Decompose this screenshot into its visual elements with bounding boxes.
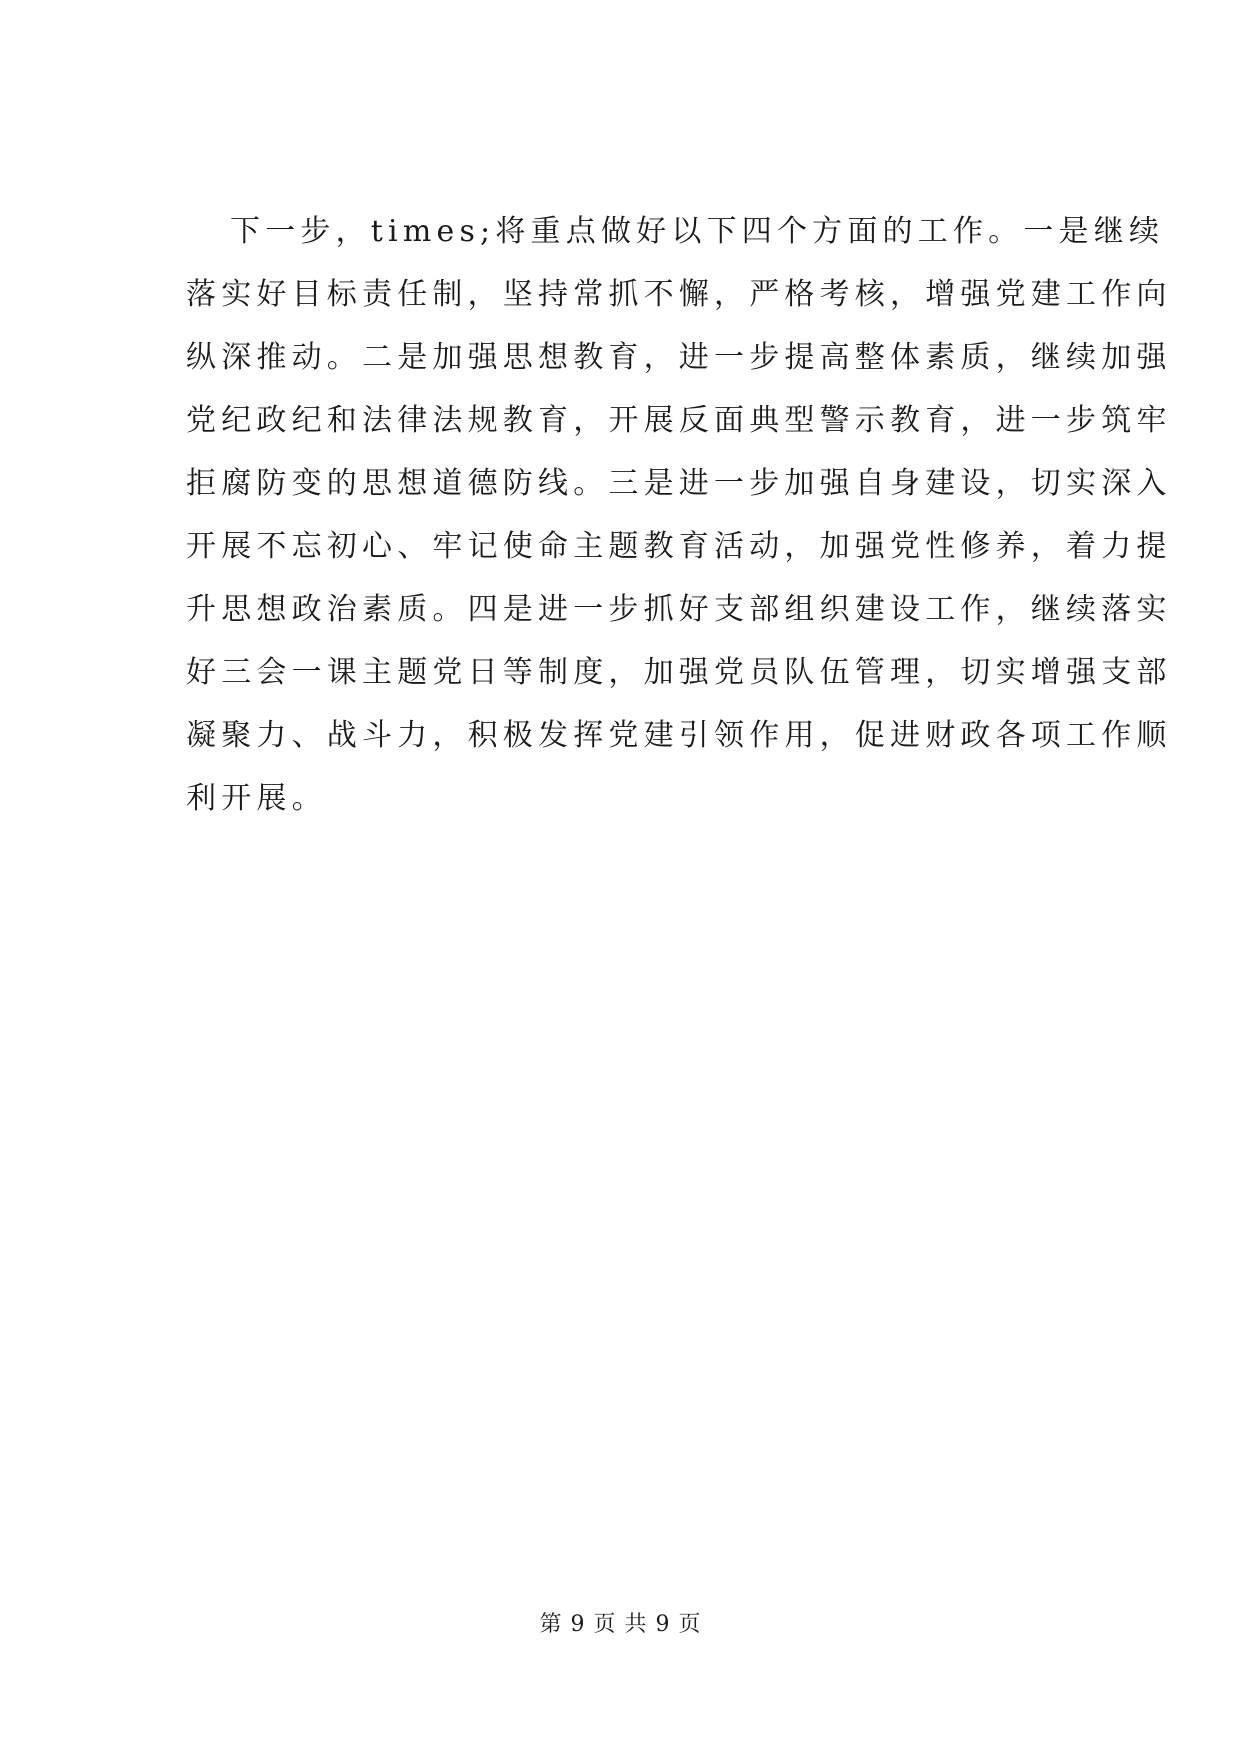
paragraph-line: 拒腐防变的思想道德防线。三是进一步加强自身建设，切实深入 bbox=[186, 466, 1172, 501]
paragraph-line: 利开展。 bbox=[186, 781, 327, 816]
paragraph-line: 升思想政治素质。四是进一步抓好支部组织建设工作，继续落实 bbox=[186, 592, 1172, 627]
paragraph-line: 开展不忘初心、牢记使命主题教育活动，加强党性修养，着力提 bbox=[186, 529, 1172, 564]
paragraph-line: 凝聚力、战斗力，积极发挥党建引领作用，促进财政各项工作顺 bbox=[186, 718, 1172, 753]
body-paragraph bbox=[186, 200, 1172, 830]
paragraph-line: 落实好目标责任制，坚持常抓不懈，严格考核，增强党建工作向 bbox=[186, 277, 1172, 312]
paragraph-line: 党纪政纪和法律法规教育，开展反面典型警示教育，进一步筑牢 bbox=[186, 403, 1172, 438]
paragraph-line: 纵深推动。二是加强思想教育，进一步提高整体素质，继续加强 bbox=[186, 340, 1172, 375]
paragraph-line: 好三会一课主题党日等制度，加强党员队伍管理，切实增强支部 bbox=[186, 655, 1172, 690]
page-number-footer: 第 9 页 共 9 页 bbox=[539, 1612, 702, 1637]
paragraph-line: 下一步，times;将重点做好以下四个方面的工作。一是继续 bbox=[230, 214, 1165, 249]
